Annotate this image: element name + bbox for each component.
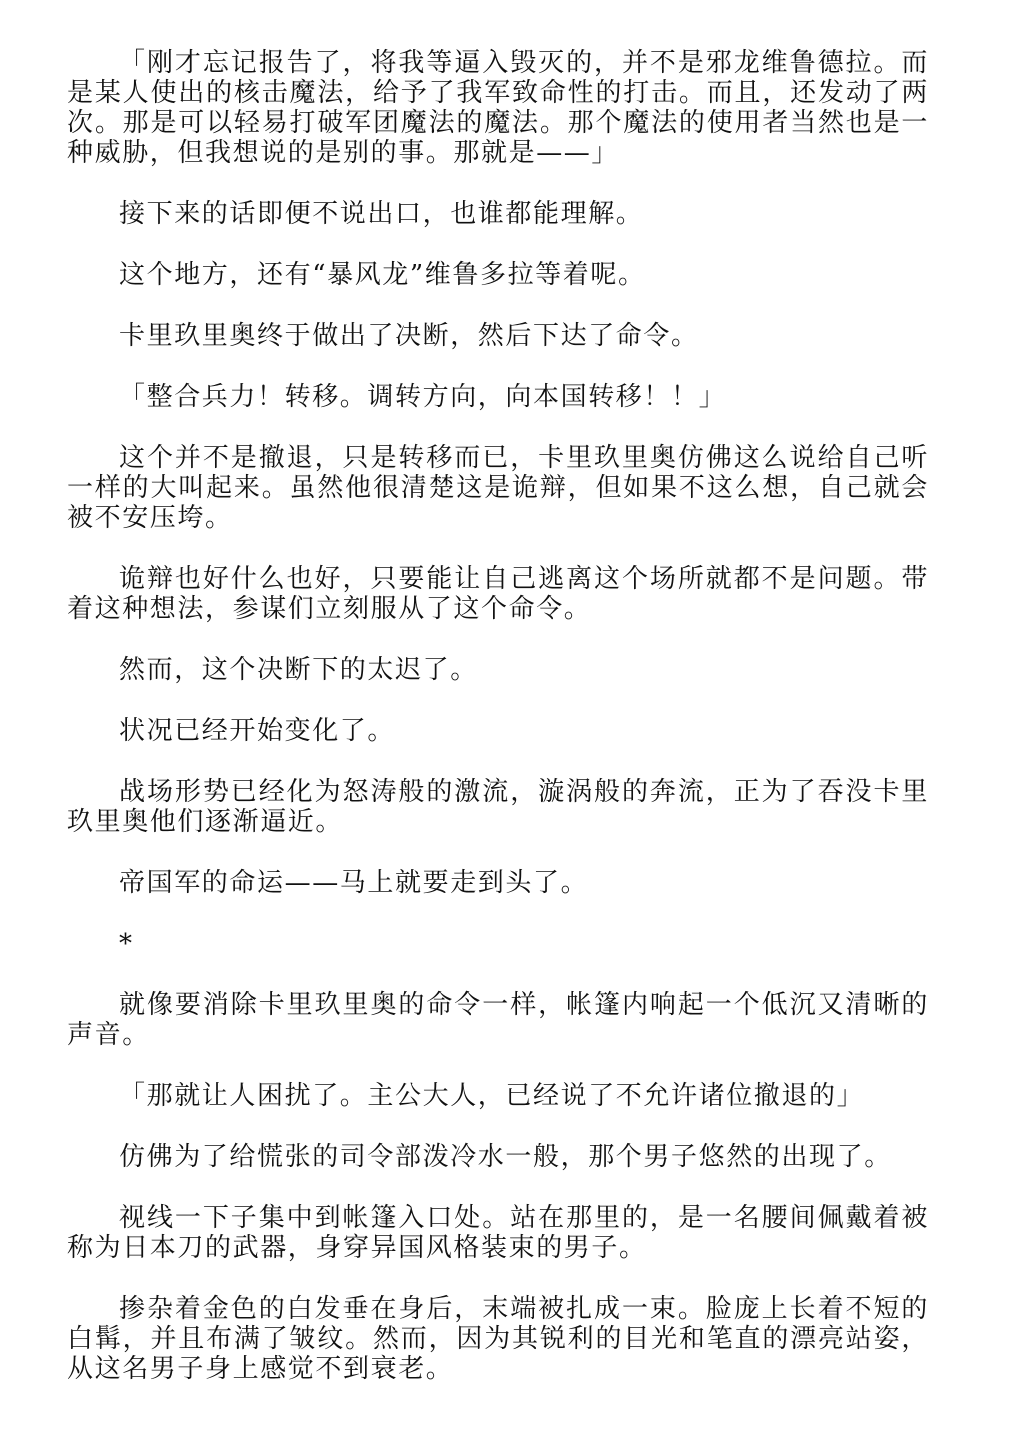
paragraph-not-retreat: 这个并不是撤退，只是转移而已，卡里玖里奥仿佛这么说给自己听一样的大叫起来。虽然他很清楚这是诡辩，但如果不这么想，自己就会被不安压垮。 — [67, 443, 929, 533]
paragraph-report-dialogue: 「刚才忘记报告了，将我等逼入毁灭的，并不是邪龙维鲁德拉。而是某人使出的核击魔法，给予了我军致命性的打击。而且，还发动了两次。那是可以轻易打破军团魔法的魔法。那个魔法的使用者当然也是一种威胁，但我想说的是别的事。那就是——」 — [67, 48, 929, 168]
paragraph-understood: 接下来的话即便不说出口，也谁都能理解。 — [119, 199, 644, 229]
paragraph-fate: 帝国军的命运——马上就要走到头了。 — [119, 868, 589, 898]
paragraph-decision: 卡里玖里奥终于做出了决断，然后下达了命令。 — [119, 321, 699, 351]
document-page — [67, 48, 929, 1415]
paragraph-situation-changed: 状况已经开始变化了。 — [119, 716, 396, 746]
paragraph-man-description: 掺杂着金色的白发垂在身后，末端被扎成一束。脸庞上长着不短的白髯，并且布满了皱纹。然而，因为其锐利的目光和笔直的漂亮站姿，从这名男子身上感觉不到衰老。 — [67, 1294, 929, 1384]
paragraph-man-appears: 仿佛为了给慌张的司令部泼冷水一般，那个男子悠然的出现了。 — [119, 1142, 892, 1172]
paragraph-man-dialogue: 「那就让人困扰了。主公大人，已经说了不允许诸位撤退的」 — [119, 1081, 865, 1111]
paragraph-too-late: 然而，这个决断下的太迟了。 — [119, 655, 478, 685]
paragraph-command-dialogue: 「整合兵力！转移。调转方向，向本国转移！！」 — [119, 382, 727, 412]
paragraph-battlefield: 战场形势已经化为怒涛般的激流，漩涡般的奔流，正为了吞没卡里玖里奥他们逐渐逼近。 — [67, 777, 929, 837]
section-break-star: * — [119, 929, 132, 959]
paragraph-storm-dragon: 这个地方，还有“暴风龙”维鲁多拉等着呢。 — [119, 260, 646, 290]
paragraph-tent-entrance: 视线一下子集中到帐篷入口处。站在那里的，是一名腰间佩戴着被称为日本刀的武器，身穿异国风格装束的男子。 — [67, 1203, 929, 1263]
paragraph-sophistry: 诡辩也好什么也好，只要能让自己逃离这个场所就都不是问题。带着这种想法，参谋们立刻服从了这个命令。 — [67, 564, 929, 624]
paragraph-voice: 就像要消除卡里玖里奥的命令一样，帐篷内响起一个低沉又清晰的声音。 — [67, 990, 929, 1050]
